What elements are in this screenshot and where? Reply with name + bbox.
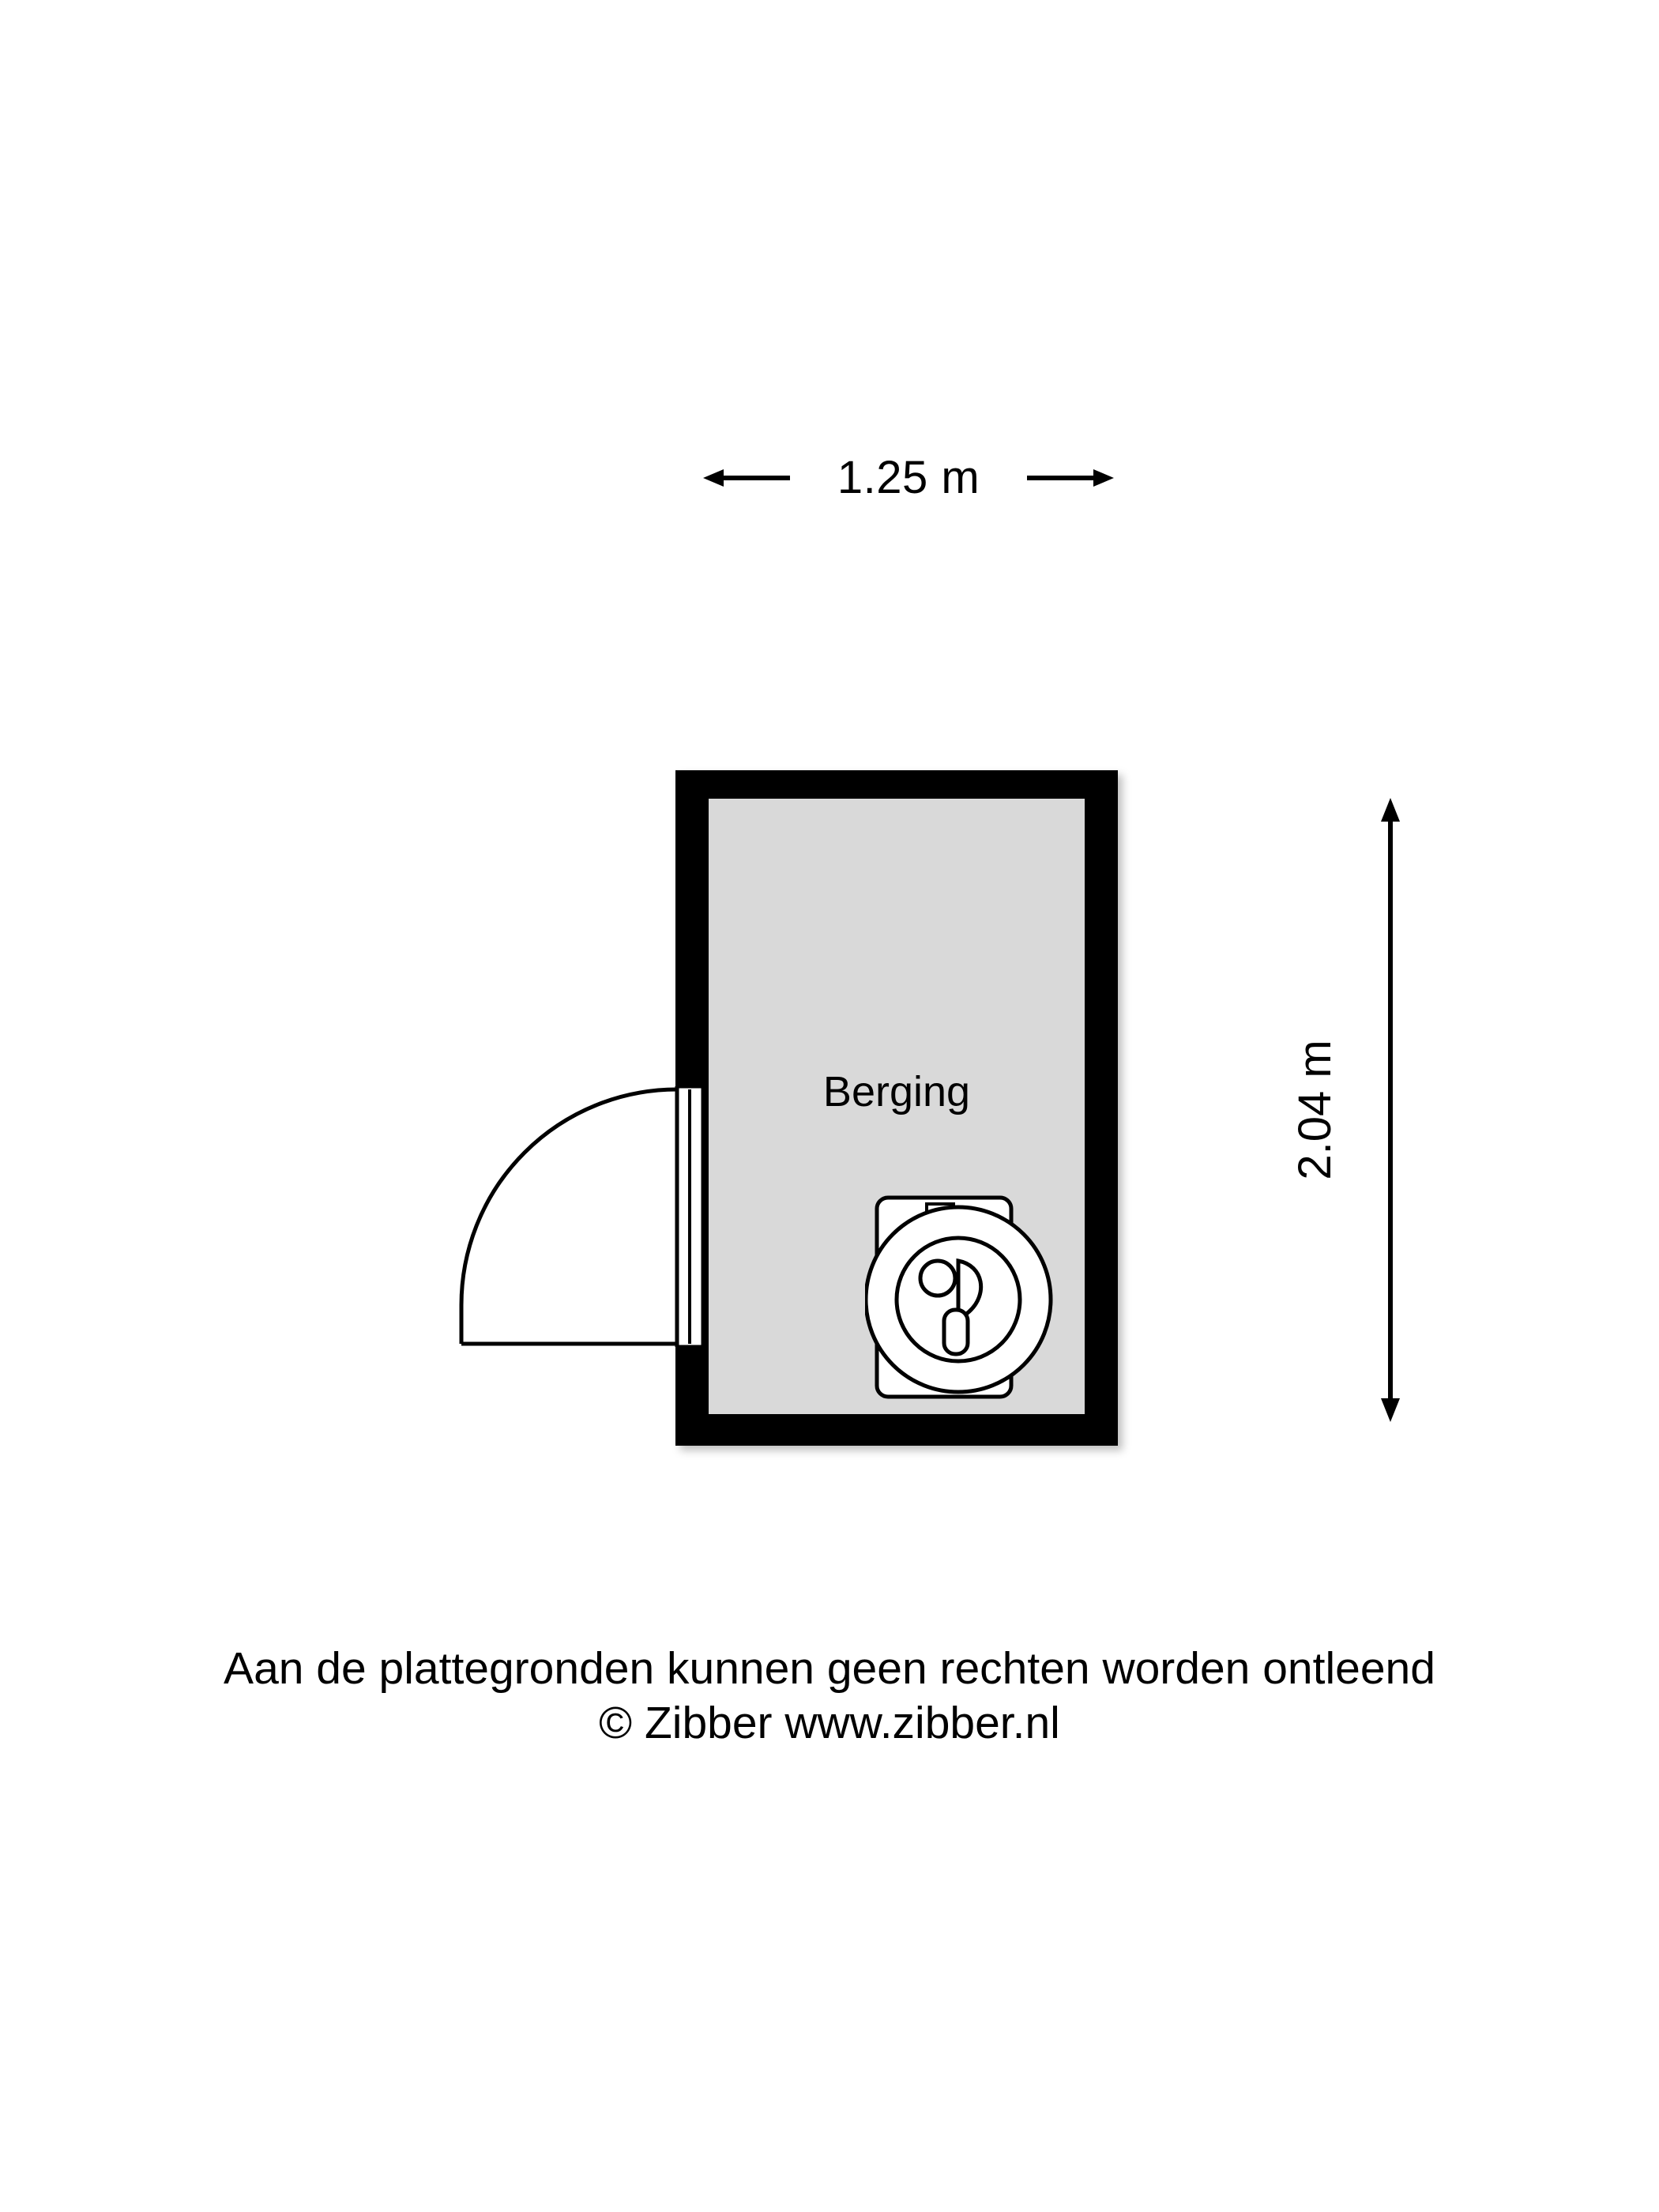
footer-disclaimer: Aan de plattegronden kunnen geen rechten worden ontleend <box>224 1643 1435 1694</box>
height-dimension <box>1289 798 1430 1422</box>
arrow-right-icon <box>1027 466 1114 490</box>
room-label: Berging <box>822 1068 971 1115</box>
height-dimension-label: 2.04 m <box>1289 1040 1341 1180</box>
height-dimension-arrow-icon <box>1375 798 1406 1422</box>
footer-credit: © Zibber www.zibber.nl <box>599 1697 1060 1748</box>
arrow-left-icon <box>703 466 790 490</box>
footer <box>0 1643 1659 1751</box>
washing-machine-icon <box>865 1193 1063 1402</box>
width-dimension <box>703 450 1114 506</box>
door-swing-icon <box>458 1086 703 1347</box>
width-dimension-label: 1.25 m <box>837 452 980 503</box>
